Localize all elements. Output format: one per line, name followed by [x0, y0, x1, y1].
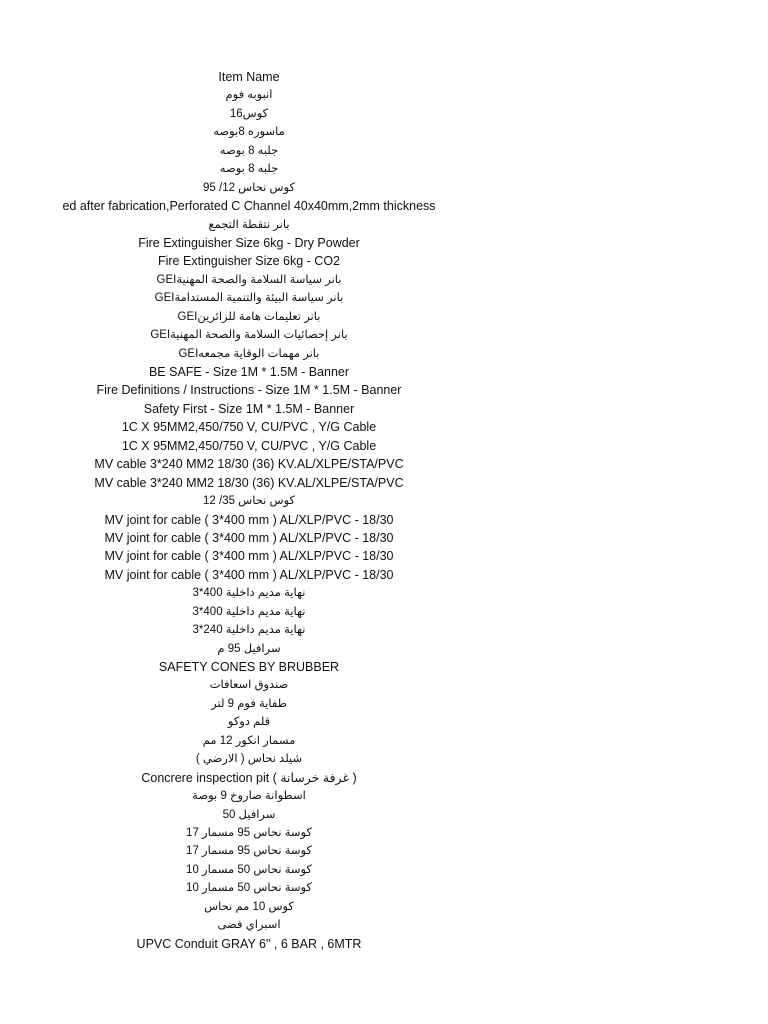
item-row: نهاية مديم داخلية 240*3 — [192, 624, 306, 637]
item-row: اسطوانة صاروخ 9 بوصة — [192, 790, 306, 803]
item-row: SAFETY CONES BY BRUBBER — [158, 660, 340, 674]
item-row: GEIبانر مهمات الوقاية مجمعه — [178, 347, 320, 360]
item-row: ماسوره 8بوصه — [213, 126, 285, 139]
item-name-column — [0, 68, 498, 953]
item-row: Concrere inspection pit ( غرفة خرسانة ) — [141, 770, 357, 785]
item-row: جلبه 8 بوصه — [219, 144, 279, 157]
item-row: كوس 10 مم نحاس — [204, 900, 294, 913]
item-row: صندوق اسعافات — [209, 679, 289, 692]
item-row: نهاية مديم داخلية 400*3 — [192, 605, 306, 618]
item-row: MV cable 3*240 MM2 18/30 (36) KV.AL/XLPE/STA/PVC — [94, 457, 404, 472]
item-row: Fire Definitions / Instructions - Size 1M * 1.5M - Banner — [96, 383, 402, 398]
item-row: كوسة نحاس 95 مسمار 17 — [186, 845, 312, 858]
item-row: اسبراي فضى — [217, 919, 281, 932]
item-row: بانر نتقطة التجمع — [208, 218, 290, 231]
item-row: Safety First - Size 1M * 1.5M - Banner — [143, 401, 355, 416]
item-row: كوس نحاس 35/ 12 — [203, 495, 295, 508]
item-row: طفاية فوم 9 لتر — [211, 697, 287, 710]
item-row: GEIبانر تعليمات هامة للزائرين — [177, 310, 321, 323]
item-row: Fire Extinguisher Size 6kg - CO2 — [157, 254, 340, 269]
column-header: Item Name — [218, 70, 280, 84]
item-row: GEIبانر إحصائيات السلامة والصحة المهنية — [150, 329, 348, 342]
item-row: كوسة نحاس 50 مسمار 10 — [186, 863, 312, 876]
item-row: GEIبانر سياسة السلامة والصحة المهنية — [156, 273, 342, 286]
item-row: GEIبانر سياسة البيئة والتنمية المستدامة — [154, 292, 344, 305]
item-list-sheet — [0, 68, 768, 953]
item-row: كوسة نحاس 50 مسمار 10 — [186, 882, 312, 895]
item-row: شيلد نحاس ( الارضي ) — [195, 753, 303, 766]
item-row: انبوبه فوم — [225, 89, 273, 102]
item-row: MV joint for cable ( 3*400 mm ) AL/XLP/PVC - 18/30 — [104, 512, 394, 527]
item-row: MV joint for cable ( 3*400 mm ) AL/XLP/PVC - 18/30 — [104, 530, 394, 545]
item-row: جلبه 8 بوصه — [219, 163, 279, 176]
item-row: MV joint for cable ( 3*400 mm ) AL/XLP/PVC - 18/30 — [104, 567, 394, 582]
item-row: MV joint for cable ( 3*400 mm ) AL/XLP/PVC - 18/30 — [104, 549, 394, 564]
item-row: UPVC Conduit GRAY 6" , 6 BAR , 6MTR — [136, 936, 362, 951]
item-row: MV cable 3*240 MM2 18/30 (36) KV.AL/XLPE/STA/PVC — [94, 475, 404, 490]
item-row: كوس16 — [229, 107, 269, 120]
item-row: 1C X 95MM2,450/750 V, CU/PVC , Y/G Cable — [121, 438, 377, 453]
item-row: سرافيل 95 م — [217, 642, 281, 655]
item-row: سرافيل 50 — [222, 808, 276, 821]
item-row: قلم دوكو — [227, 716, 271, 729]
item-row: مسمار انكور 12 مم — [202, 734, 296, 747]
item-row: كوسة نحاس 95 مسمار 17 — [186, 826, 312, 839]
item-row: كوس نحاس 12/ 95 — [203, 181, 295, 194]
item-row: BE SAFE - Size 1M * 1.5M - Banner — [148, 365, 350, 379]
item-row: Fire Extinguisher Size 6kg - Dry Powder — [138, 235, 360, 250]
item-row: نهاية مديم داخلية 400*3 — [192, 587, 306, 600]
item-row: 1C X 95MM2,450/750 V, CU/PVC , Y/G Cable — [121, 420, 377, 435]
item-row-overflow: ed after fabrication,Perforated C Channel 40x40mm,2mm thickness — [62, 199, 436, 214]
